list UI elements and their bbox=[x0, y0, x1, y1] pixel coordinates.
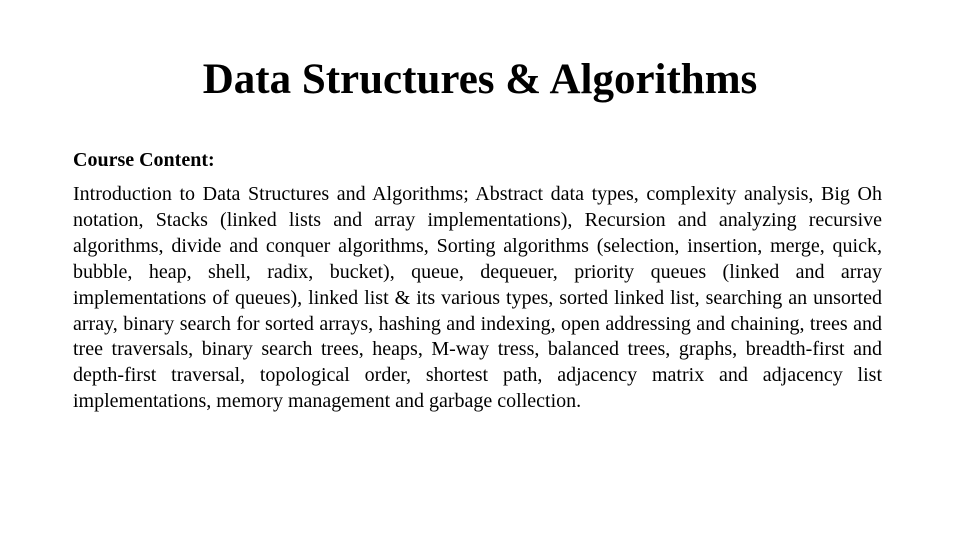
course-content-heading: Course Content: bbox=[73, 149, 215, 171]
slide-title: Data Structures & Algorithms bbox=[202, 56, 758, 103]
slide-content bbox=[73, 147, 882, 415]
course-content-body: Introduction to Data Structures and Algorithms; Abstract data types, complexity analysis, Big Oh notation, Stacks (linked lists and array implementations), Recursion and analyzing recursive algorithms, divide and conquer algorithms, Sorting algorithms (selection, insertion, merge, quick, bubble, heap, shell, radix, bucket), queue, dequeuer, priority queues (linked and array implementations of queues), linked list & its various types, sorted linked list, searching an unsorted array, binary search for sorted arrays, hashing and indexing, open addressing and chaining, trees and tree traversals, binary search trees, heaps, M-way tress, balanced trees, graphs, breadth-first and depth-first traversal, topological order, shortest path, adjacency matrix and adjacency list implementations, memory management and garbage collection. bbox=[73, 183, 882, 413]
